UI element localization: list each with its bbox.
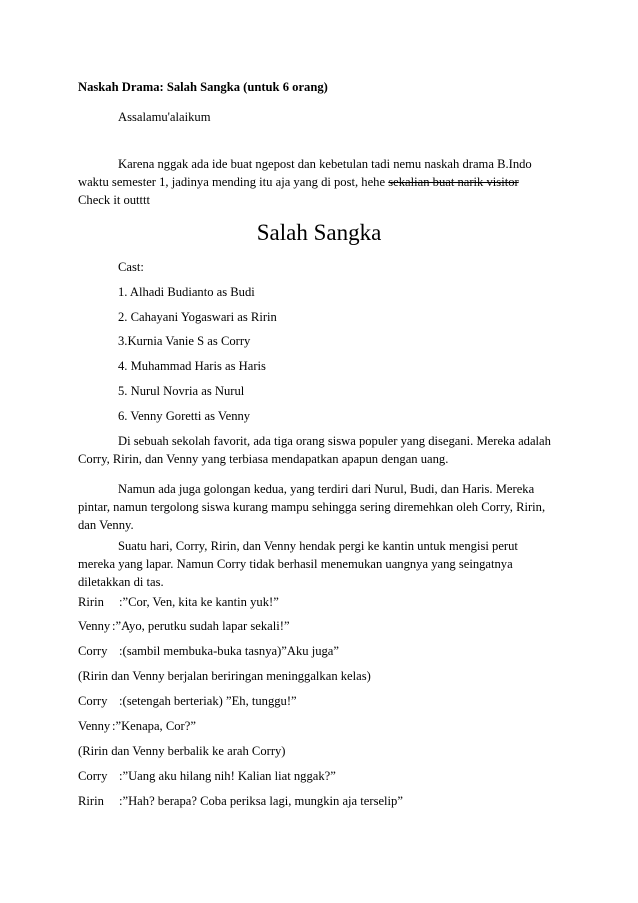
- dialogue-line: [78, 692, 562, 710]
- stage-direction: (Ririn dan Venny berbalik ke arah Corry): [78, 744, 286, 758]
- dialogue-text: :(sambil membuka-buka tasnya)”Aku juga”: [119, 644, 339, 658]
- cast-item: 1. Alhadi Budianto as Budi: [118, 285, 255, 299]
- intro-line: [78, 173, 562, 191]
- dialogue-line: [78, 792, 562, 810]
- intro-text: waktu semester 1, jadinya mending itu aja yang di post, hehe: [78, 175, 389, 189]
- dialogue-line: [78, 593, 562, 611]
- cast-item: 6. Venny Goretti as Venny: [118, 409, 251, 423]
- stage-direction: (Ririn dan Venny berjalan beriringan meninggalkan kelas): [78, 669, 371, 683]
- greeting: Assalamu'alaikum: [118, 110, 211, 124]
- dialogue-line: [78, 767, 562, 785]
- dialogue-text: :”Hah? berapa? Coba periksa lagi, mungkin aja terselip”: [119, 794, 403, 808]
- intro-line: Check it outttt: [78, 193, 151, 207]
- paragraph-line: Corry, Ririn, dan Venny yang terbiasa mendapatkan apapun dengan uang.: [78, 452, 449, 466]
- narrative-paragraph: [78, 480, 562, 534]
- cast-item: 5. Nurul Novria as Nurul: [118, 384, 245, 398]
- paragraph-line: Namun ada juga golongan kedua, yang terdiri dari Nurul, Budi, dan Haris. Mereka: [118, 482, 535, 496]
- cast-item: 3.Kurnia Vanie S as Corry: [118, 334, 251, 348]
- dialogue-line: Venny :”Ayo, perutku sudah lapar sekali!”: [78, 619, 290, 633]
- document-heading: Naskah Drama: Salah Sangka (untuk 6 orang): [78, 80, 328, 94]
- paragraph-line: Suatu hari, Corry, Ririn, dan Venny hendak pergi ke kantin untuk mengisi perut: [118, 539, 518, 553]
- paragraph-line: mereka yang lapar. Namun Corry tidak berhasil menemukan uangnya yang seingatnya: [78, 557, 513, 571]
- dialogue-text: :”Cor, Ven, kita ke kantin yuk!”: [119, 595, 279, 609]
- play-title: Salah Sangka: [256, 220, 382, 245]
- speaker-name: Corry: [78, 694, 108, 708]
- narrative-paragraph: [78, 432, 562, 468]
- dialogue-text: :(setengah berteriak) ”Eh, tunggu!”: [119, 694, 297, 708]
- paragraph-line: Di sebuah sekolah favorit, ada tiga orang siswa populer yang disegani. Mereka adalah: [118, 434, 551, 448]
- struck-text: sekalian buat narik visitor: [388, 175, 519, 189]
- dialogue-text: :”Kenapa, Cor?”: [112, 719, 196, 733]
- paragraph-line: pintar, namun tergolong siswa kurang mampu sehingga sering diremehkan oleh Corry, Ririn,: [78, 500, 546, 514]
- paragraph-line: dan Venny.: [78, 518, 134, 532]
- speaker-name: Ririn: [78, 595, 104, 609]
- dialogue-text: :”Uang aku hilang nih! Kalian liat nggak?”: [119, 769, 336, 783]
- narrative-paragraph: [78, 537, 562, 591]
- dialogue-line: Venny :”Kenapa, Cor?”: [78, 719, 196, 733]
- speaker-name: Corry: [78, 769, 108, 783]
- intro-paragraph: [78, 155, 562, 209]
- intro-line: Karena nggak ada ide buat ngepost dan kebetulan tadi nemu naskah drama B.Indo: [118, 157, 532, 171]
- cast-label: Cast:: [118, 260, 144, 274]
- speaker-name: Corry: [78, 644, 108, 658]
- dialogue-text: :”Ayo, perutku sudah lapar sekali!”: [112, 619, 290, 633]
- cast-item: 4. Muhammad Haris as Haris: [118, 359, 266, 373]
- paragraph-line: diletakkan di tas.: [78, 575, 164, 589]
- speaker-name: Ririn: [78, 794, 104, 808]
- cast-item: 2. Cahayani Yogaswari as Ririn: [118, 310, 277, 324]
- dialogue-line: [78, 642, 562, 660]
